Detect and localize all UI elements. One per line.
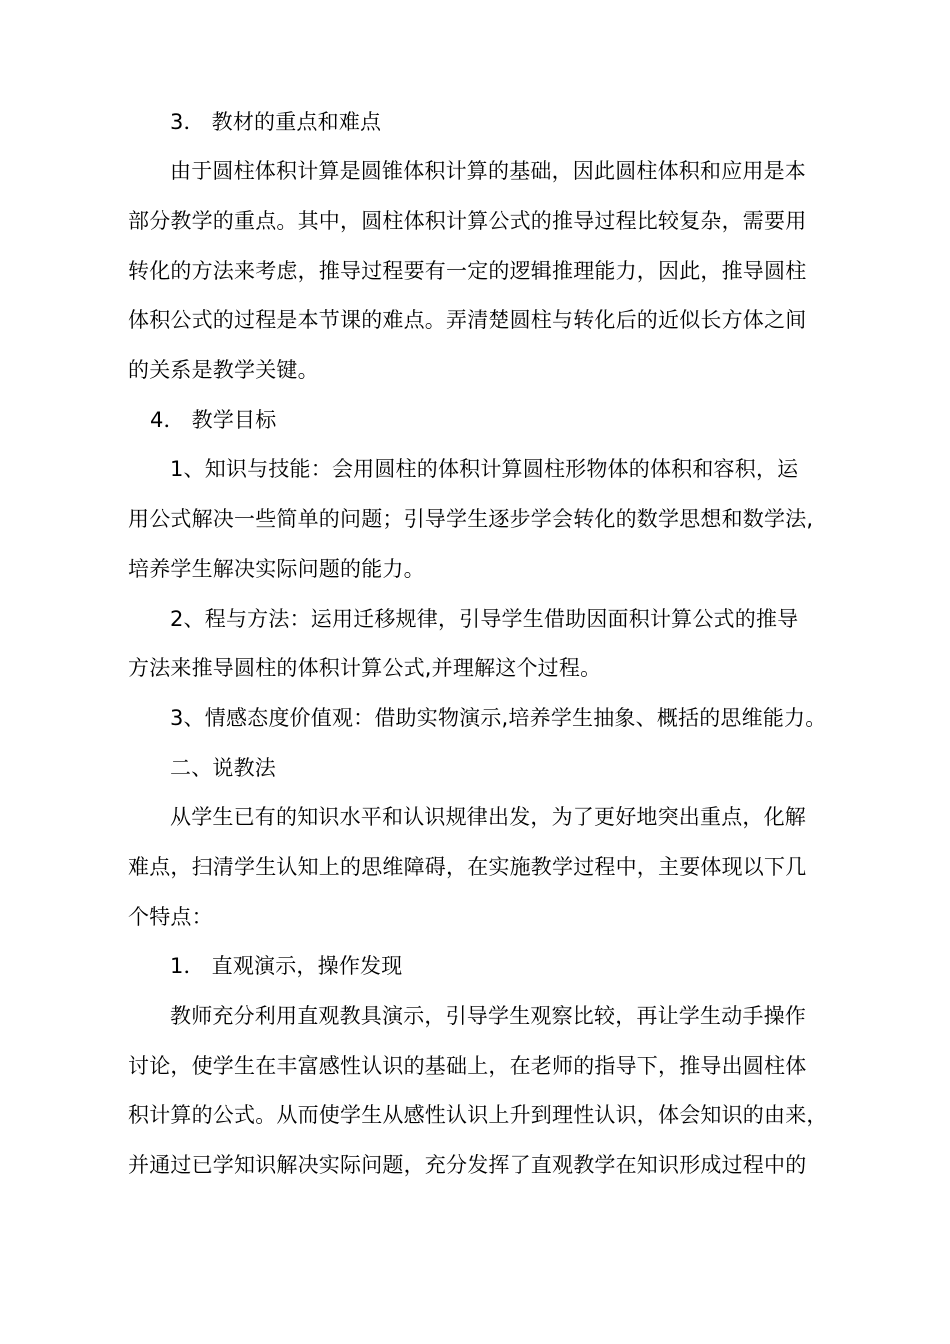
paragraph-line: 个特点： bbox=[128, 905, 213, 929]
paragraph-line: 培养学生解决实际问题的能力。 bbox=[128, 557, 425, 581]
paragraph-line: 的关系是教学关键。 bbox=[128, 358, 319, 382]
paragraph-line: 1、知识与技能：会用圆柱的体积计算圆柱形物体的体积和容积，运 bbox=[170, 457, 799, 481]
section-heading-teaching-method: 二、说教法 bbox=[170, 756, 276, 780]
paragraph-line: 从学生已有的知识水平和认识规律出发，为了更好地突出重点，化解 bbox=[170, 805, 806, 829]
paragraph-line: 由于圆柱体积计算是圆锥体积计算的基础，因此圆柱体积和应用是本 bbox=[170, 159, 806, 183]
paragraph-line: 积计算的公式。从而使学生从感性认识上升到理性认识，体会知识的由来， bbox=[128, 1103, 828, 1127]
paragraph-line: 讨论，使学生在丰富感性认识的基础上，在老师的指导下，推导出圆柱体 bbox=[128, 1054, 807, 1078]
paragraph-line: 2、程与方法：运用迁移规律，引导学生借助因面积计算公式的推导 bbox=[170, 607, 799, 631]
paragraph-line: 体积公式的过程是本节课的难点。弄清楚圆柱与转化后的近似长方体之间 bbox=[128, 308, 807, 332]
paragraph-line: 难点，扫清学生认知上的思维障碍，在实施教学过程中，主要体现以下几 bbox=[128, 855, 807, 879]
paragraph-line: 转化的方法来考虑，推导过程要有一定的逻辑推理能力，因此，推导圆柱 bbox=[128, 259, 807, 283]
paragraph-line: 3、情感态度价值观：借助实物演示,培养学生抽象、概括的思维能力。 bbox=[170, 706, 827, 730]
paragraph-line: 方法来推导圆柱的体积计算公式,并理解这个过程。 bbox=[128, 656, 602, 680]
section-heading-4: 4． 教学目标 bbox=[150, 408, 277, 432]
paragraph-line: 教师充分利用直观教具演示，引导学生观察比较，再让学生动手操作 bbox=[170, 1004, 806, 1028]
paragraph-line: 并通过已学知识解决实际问题，充分发挥了直观教学在知识形成过程中的 bbox=[128, 1153, 807, 1177]
paragraph-line: 用公式解决一些简单的问题；引导学生逐步学会转化的数学思想和数学法, bbox=[128, 507, 814, 531]
section-heading-1: 1． 直观演示，操作发现 bbox=[170, 954, 403, 978]
section-heading-3: 3． 教材的重点和难点 bbox=[170, 110, 382, 134]
paragraph-line: 部分教学的重点。其中，圆柱体积计算公式的推导过程比较复杂，需要用 bbox=[128, 209, 807, 233]
